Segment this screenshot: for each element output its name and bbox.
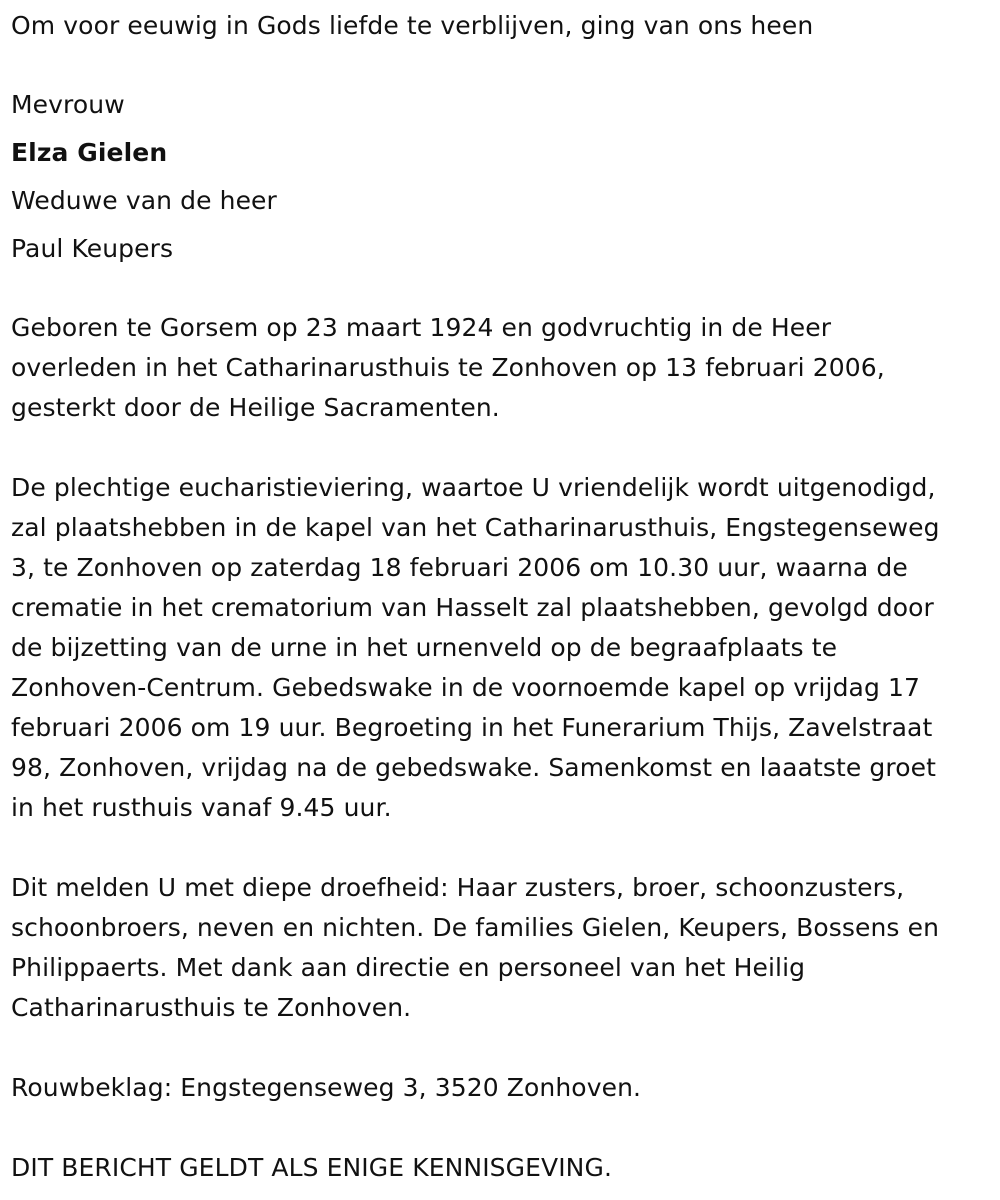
ceremony-line: 98, Zonhoven, vrijdag na de gebedswake. Samenkomst en laaatste groet — [11, 753, 937, 782]
relation-text: Weduwe van de heer — [11, 186, 277, 215]
birth-line: overleden in het Catharinarusthuis te Zonhoven op 13 februari 2006, — [11, 353, 885, 382]
birth-line: Geboren te Gorsem op 23 maart 1924 en godvruchtig in de Heer — [11, 313, 832, 342]
ceremony-line: zal plaatshebben in de kapel van het Catharinarusthuis, Engstegenseweg — [11, 513, 940, 542]
intro-text: Om voor eeuwig in Gods liefde te verblijven, ging van ons heen — [11, 11, 814, 40]
family-line: Philippaerts. Met dank aan directie en personeel van het Heilig — [11, 953, 806, 982]
notice-text: DIT BERICHT GELDT ALS ENIGE KENNISGEVING. — [11, 1153, 612, 1182]
family-line: Catharinarusthuis te Zonhoven. — [11, 993, 412, 1022]
condolence-line: Rouwbeklag: Engstegenseweg 3, 3520 Zonhoven. — [11, 1073, 642, 1102]
ceremony-line: 3, te Zonhoven op zaterdag 18 februari 2006 om 10.30 uur, waarna de — [11, 553, 908, 582]
birth-line: gesterkt door de Heilige Sacramenten. — [11, 393, 500, 422]
family-line: Dit melden U met diepe droefheid: Haar zusters, broer, schoonzusters, — [11, 873, 905, 902]
title-text: Mevrouw — [11, 90, 125, 119]
ceremony-line: De plechtige eucharistieviering, waartoe U vriendelijk wordt uitgenodigd, — [11, 473, 936, 502]
ceremony-line: in het rusthuis vanaf 9.45 uur. — [11, 793, 392, 822]
ceremony-line: Zonhoven-Centrum. Gebedswake in de voornoemde kapel op vrijdag 17 — [11, 673, 921, 702]
family-paragraph — [11, 868, 1000, 1028]
condolence-paragraph — [11, 1068, 1000, 1108]
ceremony-line: de bijzetting van de urne in het urnenveld op de begraafplaats te — [11, 633, 838, 662]
ceremony-line: februari 2006 om 19 uur. Begroeting in het Funerarium Thijs, Zavelstraat — [11, 713, 933, 742]
family-line: schoonbroers, neven en nichten. De families Gielen, Keupers, Bossens en — [11, 913, 940, 942]
ceremony-paragraph — [11, 468, 1000, 828]
birth-paragraph — [11, 308, 1000, 428]
ceremony-line: crematie in het crematorium van Hasselt zal plaatshebben, gevolgd door — [11, 593, 934, 622]
husband-name: Paul Keupers — [11, 234, 174, 263]
deceased-name: Elza Gielen — [11, 138, 168, 167]
